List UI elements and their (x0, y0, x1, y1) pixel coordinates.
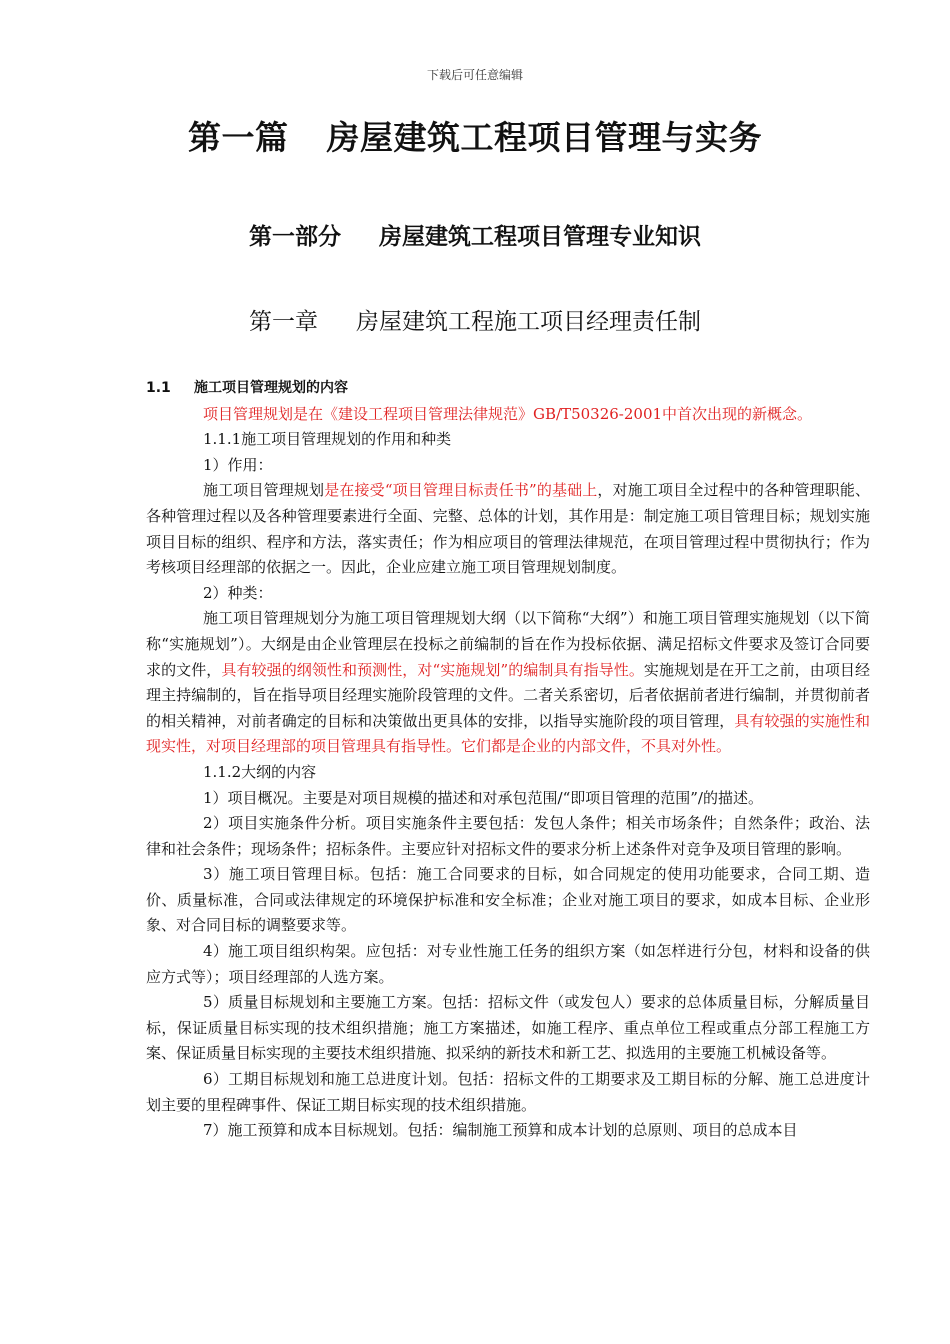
part-title (0, 112, 950, 159)
section-part-text: 房屋建筑工程项目管理专业知识 (379, 224, 701, 250)
list-item: 2）项目实施条件分析。项目实施条件主要包括：发包人条件；相关市场条件；自然条件；政治、法律和社会条件；现场条件；招标条件。主要应针对招标文件的要求分析上述条件对竞争及项目管理的影响。 (146, 814, 870, 858)
section-part-label: 第一部分 (249, 224, 341, 250)
section-number: 1.1 (146, 380, 171, 396)
subsection-2-title: 1.1.2大纲的内容 (203, 762, 317, 781)
intro-paragraph: 项目管理规划是在《建设工程项目管理法律规范》GB/T50326-2001中首次出现的新概念。 (203, 404, 813, 423)
chapter-title (0, 303, 950, 336)
list-item: 5）质量目标规划和主要施工方案。包括：招标文件（或发包人）要求的总体质量目标，分解质量目标，保证质量目标实现的技术组织措施；施工方案描述，如施工程序、重点单位工程或重点分部工程施工方案、保证质量目标实现的主要技术组织措施、拟采纳的新技术和新工艺、拟选用的主要施工机械设备等。 (146, 993, 870, 1063)
section-part-title (0, 218, 950, 251)
chapter-text: 房屋建筑工程施工项目经理责任制 (356, 309, 701, 335)
types-paragraph: 施工项目管理规划分为施工项目管理规划大纲（以下简称“大纲”）和施工项目管理实施规划（以下简称“实施规划”）。大纲是由企业管理层在投标之前编制的旨在作为投标依据、满足招标文件要求及签订合同要求的文件，具有较强的纲领性和预测性，对“实施规划”的编制具有指导性。实施规划是在开工之前，由项目经理主持编制的，旨在指导项目经理实施阶段管理的文件。二者关系密切，后者依据前者进行编制，并贯彻前者的相关精神，对前者确定的目标和决策做出更具体的安排，以指导实施阶段的项目管理，具有较强的实施性和现实性，对项目经理部的项目管理具有指导性。它们都是企业的内部文件，不具对外性。 (146, 609, 870, 756)
part-title-text: 房屋建筑工程项目管理与实务 (326, 118, 762, 157)
role-paragraph: 施工项目管理规划是在接受“项目管理目标责任书”的基础上，对施工项目全过程中的各种管理职能、各种管理过程以及各种管理要素进行全面、完整、总体的计划，其作用是：制定施工项目管理目标；规划实施项目目标的组织、程序和方法，落实责任；作为相应项目的管理法律规范，在项目管理过程中贯彻执行；作为考核项目经理部的依据之一。因此，企业应建立施工项目管理规划制度。 (146, 481, 870, 577)
part-title-label: 第一篇 (188, 118, 289, 157)
list-item: 6）工期目标规划和施工总进度计划。包括：招标文件的工期要求及工期目标的分解、施工总进度计划主要的里程碑事件、保证工期目标实现的技术组织措施。 (146, 1070, 870, 1114)
section-title: 施工项目管理规划的内容 (194, 380, 348, 396)
list-item: 3）施工项目管理目标。包括：施工合同要求的目标，如合同规定的使用功能要求，合同工期、造价、质量标准，合同或法律规定的环境保护标准和安全标准；企业对施工项目的要求，如成本目标、企业形象、对合同目标的调整要求等。 (146, 865, 870, 935)
list-item: 1）项目概况。主要是对项目规模的描述和对承包范围/“即项目管理的范围”/的描述。 (203, 788, 763, 807)
item-types-title: 2）种类： (203, 583, 273, 602)
page-header: 下载后可任意编辑 (426, 68, 523, 82)
subsection-1-title: 1.1.1施工项目管理规划的作用和种类 (203, 430, 452, 449)
chapter-label: 第一章 (249, 309, 318, 335)
list-item: 4）施工项目组织构架。应包括：对专业性施工任务的组织方案（如怎样进行分包，材料和设备的供应方式等）；项目经理部的人选方案。 (146, 942, 870, 986)
item-role-title: 1）作用： (203, 455, 273, 474)
section-heading (146, 376, 870, 402)
list-item: 7）施工预算和成本目标规划。包括：编制施工预算和成本计划的总原则、项目的总成本目 (203, 1121, 798, 1140)
body-content (146, 376, 870, 1144)
